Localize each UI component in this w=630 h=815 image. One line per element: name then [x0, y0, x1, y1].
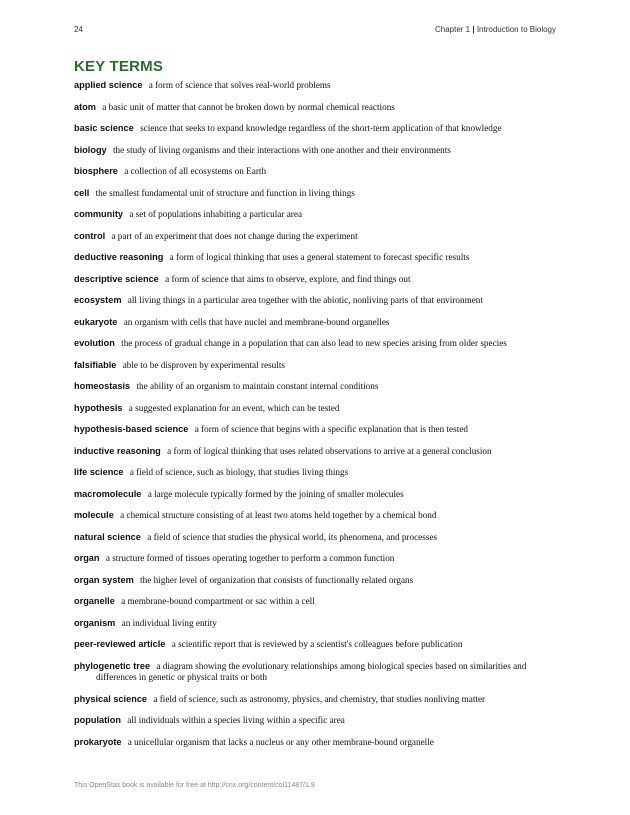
- glossary-term: inductive reasoning: [74, 445, 161, 456]
- glossary-entry: [74, 575, 564, 587]
- glossary-entry: [74, 661, 564, 684]
- glossary-term: prokaryote: [74, 736, 122, 747]
- glossary-definition: a diagram showing the evolutionary relationships among biological species based on similarities and differences in genetic or physical traits or both: [96, 660, 527, 682]
- glossary-entry: [74, 489, 564, 501]
- glossary-definition: a field of science that studies the physical world, its phenomena, and processes: [147, 531, 438, 542]
- glossary-definition: a form of logical thinking that uses related observations to arrive at a general conclusion: [167, 445, 492, 456]
- glossary-definition: a set of populations inhabiting a particular area: [129, 209, 303, 219]
- glossary-term: cell: [74, 187, 90, 198]
- glossary-entry: [74, 467, 564, 479]
- glossary-term: hypothesis: [74, 402, 123, 413]
- glossary-term: control: [74, 230, 106, 241]
- chapter-label: Chapter 1: [435, 25, 471, 34]
- glossary-term: biology: [74, 144, 107, 155]
- glossary-definition: a field of science, such as biology, that studies living things: [129, 467, 349, 477]
- glossary-term: population: [74, 715, 121, 725]
- glossary-entry: [74, 188, 564, 200]
- glossary-definition: a membrane-bound compartment or sac within a cell: [121, 596, 315, 606]
- glossary-term: community: [74, 209, 124, 219]
- glossary-term: biosphere: [74, 166, 118, 176]
- glossary-definition: a field of science, such as astronomy, physics, and chemistry, that studies nonliving matter: [153, 693, 486, 704]
- glossary-entry: [74, 80, 564, 92]
- glossary-definition: the study of living organisms and their interactions with one another and their environments: [112, 144, 451, 155]
- glossary-definition: able to be disproven by experimental results: [122, 359, 285, 370]
- glossary-definition: a form of science that aims to observe, explore, and find things out: [165, 273, 411, 284]
- glossary-definition: science that seeks to expand knowledge regardless of the short-term application of that knowledge: [140, 123, 502, 133]
- glossary-definition: a unicellular organism that lacks a nucleus or any other membrane-bound organelle: [127, 736, 434, 747]
- glossary-term: eukaryote: [74, 316, 118, 327]
- glossary-entry: [74, 123, 564, 135]
- glossary-entry: [74, 618, 564, 630]
- glossary-entry: [74, 102, 564, 114]
- glossary-definition: a structure formed of tissues operating together to perform a common function: [105, 553, 395, 563]
- section-title: KEY TERMS: [74, 58, 164, 75]
- glossary-entry: [74, 360, 564, 372]
- glossary-definition: an individual living entity: [121, 617, 217, 628]
- glossary-entry: [74, 231, 564, 243]
- glossary-entry: [74, 737, 564, 749]
- glossary-definition: a suggested explanation for an event, which can be tested: [128, 402, 340, 413]
- glossary-term: falsifiable: [74, 359, 117, 370]
- glossary-term: deductive reasoning: [74, 252, 164, 262]
- glossary-term: ecosystem: [74, 295, 122, 305]
- glossary-entry: [74, 274, 564, 286]
- key-terms-list: [74, 80, 564, 758]
- glossary-entry: [74, 381, 564, 393]
- glossary-term: peer-reviewed article: [74, 639, 166, 649]
- glossary-term: homeostasis: [74, 381, 131, 391]
- glossary-definition: all individuals within a species living within a specific area: [127, 715, 345, 725]
- glossary-entry: [74, 596, 564, 608]
- glossary-entry: [74, 553, 564, 565]
- glossary-entry: [74, 317, 564, 329]
- glossary-definition: a form of science that solves real-world problems: [148, 80, 331, 90]
- glossary-definition: the higher level of organization that consists of functionally related organs: [140, 574, 414, 585]
- glossary-entry: [74, 145, 564, 157]
- glossary-definition: all living things in a particular area together with the abiotic, nonliving parts of that environment: [127, 295, 483, 305]
- glossary-definition: a part of an experiment that does not change during the experiment: [111, 230, 358, 241]
- glossary-definition: a basic unit of matter that cannot be broken down by normal chemical reactions: [102, 101, 395, 112]
- footer-note: This OpenStax book is available for free at http://cnx.org/content/col11487/1.9: [74, 782, 315, 789]
- glossary-term: natural science: [74, 531, 141, 542]
- glossary-term: physical science: [74, 693, 148, 704]
- glossary-definition: a form of logical thinking that uses a general statement to forecast specific results: [169, 252, 470, 262]
- glossary-term: molecule: [74, 510, 114, 520]
- running-header: [435, 25, 556, 34]
- glossary-term: organelle: [74, 596, 115, 606]
- glossary-term: organism: [74, 617, 116, 628]
- glossary-entry: [74, 532, 564, 544]
- glossary-definition: a chemical structure consisting of at least two atoms held together by a chemical bond: [120, 510, 437, 520]
- glossary-entry: [74, 694, 564, 706]
- glossary-term: evolution: [74, 338, 115, 348]
- glossary-term: basic science: [74, 123, 134, 133]
- glossary-definition: the process of gradual change in a population that can also lead to new species arising from older species: [121, 338, 507, 348]
- glossary-definition: a large molecule typically formed by the joining of smaller molecules: [147, 488, 404, 499]
- glossary-entry: [74, 446, 564, 458]
- glossary-term: applied science: [74, 80, 143, 90]
- glossary-term: organ system: [74, 574, 134, 585]
- glossary-definition: a form of science that begins with a specific explanation that is then tested: [194, 424, 468, 434]
- glossary-entry: [74, 295, 564, 307]
- glossary-entry: [74, 338, 564, 350]
- glossary-term: descriptive science: [74, 273, 159, 284]
- header-separator: |: [470, 25, 477, 34]
- glossary-term: organ: [74, 553, 100, 563]
- glossary-term: macromolecule: [74, 488, 142, 499]
- glossary-definition: a scientific report that is reviewed by a scientist's colleagues before publication: [171, 639, 463, 649]
- glossary-entry: [74, 424, 564, 436]
- glossary-entry: [74, 510, 564, 522]
- glossary-entry: [74, 403, 564, 415]
- glossary-definition: an organism with cells that have nuclei and membrane-bound organelles: [123, 316, 390, 327]
- glossary-definition: the ability of an organism to maintain constant internal conditions: [136, 381, 379, 391]
- glossary-entry: [74, 639, 564, 651]
- glossary-entry: [74, 252, 564, 264]
- glossary-term: atom: [74, 101, 96, 112]
- glossary-entry: [74, 209, 564, 221]
- page-number: 24: [74, 25, 83, 34]
- glossary-entry: [74, 166, 564, 178]
- glossary-entry: [74, 715, 564, 727]
- glossary-term: hypothesis-based science: [74, 424, 189, 434]
- glossary-term: phylogenetic tree: [74, 660, 151, 671]
- glossary-definition: a collection of all ecosystems on Earth: [124, 166, 267, 176]
- glossary-term: life science: [74, 467, 124, 477]
- glossary-definition: the smallest fundamental unit of structure and function in living things: [95, 187, 355, 198]
- chapter-title: Introduction to Biology: [476, 25, 556, 34]
